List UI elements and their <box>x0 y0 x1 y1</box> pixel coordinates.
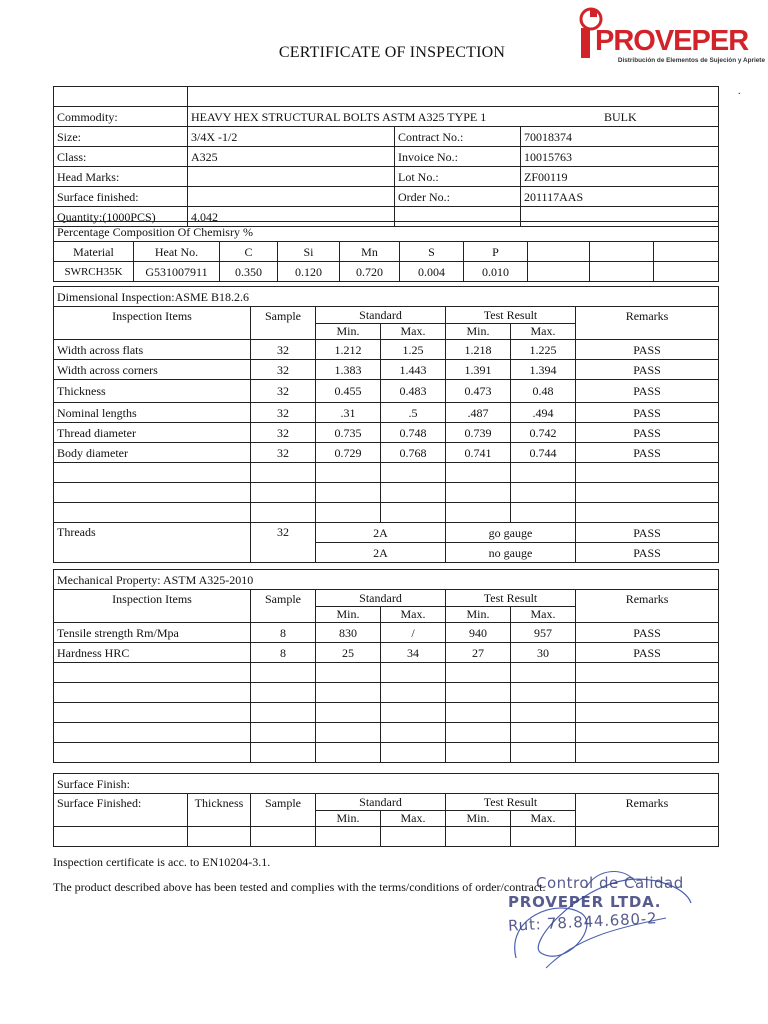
col-header: Surface Finished: <box>54 794 188 827</box>
class-label: Class: <box>54 147 188 167</box>
remark-cell: PASS <box>576 643 719 663</box>
company-logo <box>575 4 765 70</box>
col-header: Min. <box>316 811 381 827</box>
quality-stamp <box>486 858 718 978</box>
table-row <box>54 463 719 483</box>
col-header: Sample <box>251 590 316 623</box>
result-max-cell: 0.48 <box>511 380 576 403</box>
std-max-cell: 0.748 <box>381 423 446 443</box>
remark-cell: PASS <box>576 443 719 463</box>
col-header: Min. <box>316 324 381 340</box>
result-max-cell: 1.225 <box>511 340 576 360</box>
remark-cell: PASS <box>576 543 719 563</box>
col-header: Remarks <box>576 794 719 827</box>
result-min-cell: 0.473 <box>446 380 511 403</box>
chemistry-table <box>53 221 719 282</box>
chemistry-title: Percentage Composition Of Chemisry % <box>54 222 719 242</box>
sample-cell: 32 <box>251 340 316 360</box>
sample-cell: 32 <box>251 523 316 563</box>
certificate-note: Inspection certificate is acc. to EN10204-3.1. <box>53 855 271 869</box>
commodity-value: HEAVY HEX STRUCTURAL BOLTS ASTM A325 TYPE 1 <box>191 109 487 124</box>
std-max-cell: 0.768 <box>381 443 446 463</box>
sample-cell: 32 <box>251 423 316 443</box>
std-max-cell: 34 <box>381 643 446 663</box>
col-header: Max. <box>511 324 576 340</box>
table-row <box>54 423 719 443</box>
col-header: Max. <box>381 607 446 623</box>
table-row <box>54 87 719 107</box>
result-cell: go gauge <box>446 523 576 543</box>
order-value: 201117AAS <box>521 187 719 207</box>
surface-finished-label: Surface finished: <box>54 187 188 207</box>
invoice-value: 10015763 <box>521 147 719 167</box>
col-header: Inspection Items <box>54 307 251 340</box>
dimensional-title: Dimensional Inspection:ASME B18.2.6 <box>54 287 719 307</box>
std-min-cell: 1.383 <box>316 360 381 380</box>
sample-cell: 32 <box>251 403 316 423</box>
std-min-cell: .31 <box>316 403 381 423</box>
order-label: Order No.: <box>395 187 521 207</box>
col-header: Sample <box>251 307 316 340</box>
col-header: Test Result <box>446 794 576 811</box>
table-row <box>54 403 719 423</box>
chem-cell: 0.350 <box>220 262 278 282</box>
table-row <box>54 242 719 262</box>
commodity-extra: BULK <box>604 109 637 124</box>
item-name: Nominal lengths <box>54 403 251 423</box>
quantity-label: Quantity:(1000PCS) <box>54 207 188 227</box>
invoice-label: Invoice No.: <box>395 147 521 167</box>
chem-header: Si <box>278 242 340 262</box>
col-header: Sample <box>251 794 316 827</box>
table-row <box>54 703 719 723</box>
col-header: Standard <box>316 590 446 607</box>
remark-cell: PASS <box>576 423 719 443</box>
remark-cell: PASS <box>576 403 719 423</box>
result-max-cell: 0.742 <box>511 423 576 443</box>
col-header: Min. <box>446 607 511 623</box>
std-max-cell: / <box>381 623 446 643</box>
table-row <box>54 723 719 743</box>
result-min-cell: 0.739 <box>446 423 511 443</box>
sample-cell: 8 <box>251 643 316 663</box>
page-title: CERTIFICATE OF INSPECTION <box>278 44 506 61</box>
chem-header: C <box>220 242 278 262</box>
surface-finish-table <box>53 773 719 847</box>
mechanical-table <box>53 569 719 763</box>
col-header: Test Result <box>446 590 576 607</box>
result-max-cell: 30 <box>511 643 576 663</box>
corner-dot: . <box>738 86 741 97</box>
col-header: Max. <box>381 324 446 340</box>
std-cell: 2A <box>316 543 446 563</box>
col-header: Standard <box>316 794 446 811</box>
contract-value: 70018374 <box>521 127 719 147</box>
table-row <box>54 743 719 763</box>
chem-header: S <box>400 242 464 262</box>
result-min-cell: 940 <box>446 623 511 643</box>
dimensional-table <box>53 286 719 563</box>
std-min-cell: 25 <box>316 643 381 663</box>
result-cell: no gauge <box>446 543 576 563</box>
col-header: Min. <box>446 811 511 827</box>
item-name: Thread diameter <box>54 423 251 443</box>
remark-cell: PASS <box>576 340 719 360</box>
general-info-table <box>53 86 719 227</box>
remark-cell: PASS <box>576 380 719 403</box>
chem-cell: 0.004 <box>400 262 464 282</box>
sample-cell: 32 <box>251 360 316 380</box>
col-header: Min. <box>446 324 511 340</box>
col-header: Inspection Items <box>54 590 251 623</box>
std-cell: 2A <box>316 523 446 543</box>
col-header: Thickness <box>188 794 251 827</box>
item-name: Hardness HRC <box>54 643 251 663</box>
table-row <box>54 663 719 683</box>
result-max-cell: .494 <box>511 403 576 423</box>
stamp-line2: PROVEPER LTDA. <box>508 893 662 911</box>
item-name: Body diameter <box>54 443 251 463</box>
sample-cell: 32 <box>251 380 316 403</box>
table-row <box>54 147 719 167</box>
col-header: Remarks <box>576 590 719 623</box>
chem-header: Material <box>54 242 134 262</box>
sample-cell: 8 <box>251 623 316 643</box>
commodity-row <box>54 107 719 127</box>
table-row <box>54 167 719 187</box>
sample-cell: 32 <box>251 443 316 463</box>
col-header: Test Result <box>446 307 576 324</box>
item-name: Width across corners <box>54 360 251 380</box>
chem-cell: 0.120 <box>278 262 340 282</box>
chem-cell: 0.720 <box>340 262 400 282</box>
std-min-cell: 830 <box>316 623 381 643</box>
table-row <box>54 127 719 147</box>
table-row <box>54 683 719 703</box>
lot-label: Lot No.: <box>395 167 521 187</box>
remark-cell: PASS <box>576 623 719 643</box>
table-row <box>54 443 719 463</box>
chem-header: Mn <box>340 242 400 262</box>
compliance-statement: The product described above has been tested and complies with the terms/conditions of order/contract. <box>53 880 546 894</box>
class-value: A325 <box>188 147 395 167</box>
result-max-cell: 0.744 <box>511 443 576 463</box>
result-min-cell: 1.391 <box>446 360 511 380</box>
std-min-cell: 0.735 <box>316 423 381 443</box>
size-label: Size: <box>54 127 188 147</box>
result-min-cell: 27 <box>446 643 511 663</box>
commodity-label: Commodity: <box>54 107 188 127</box>
col-header: Remarks <box>576 307 719 340</box>
stamp-line3: Rut: 78.844.680-2 <box>507 909 658 935</box>
std-max-cell: 1.443 <box>381 360 446 380</box>
std-max-cell: .5 <box>381 403 446 423</box>
chem-header: P <box>464 242 528 262</box>
item-name: Tensile strength Rm/Mpa <box>54 623 251 643</box>
col-header: Min. <box>316 607 381 623</box>
chem-cell: G531007911 <box>134 262 220 282</box>
std-max-cell: 0.483 <box>381 380 446 403</box>
quantity-value: 4.042 <box>188 207 395 227</box>
std-max-cell: 1.25 <box>381 340 446 360</box>
item-name: Width across flats <box>54 340 251 360</box>
logo-text: PROVEPER <box>595 25 749 57</box>
logo-tagline: Distribución de Elementos de Sujeción y Apriete <box>617 57 765 64</box>
table-row <box>54 623 719 643</box>
std-min-cell: 0.455 <box>316 380 381 403</box>
contract-label: Contract No.: <box>395 127 521 147</box>
col-header: Max. <box>381 811 446 827</box>
result-min-cell: .487 <box>446 403 511 423</box>
stamp-line1: Control de Calidad <box>536 874 684 892</box>
col-header: Max. <box>511 811 576 827</box>
mechanical-title: Mechanical Property: ASTM A325-2010 <box>54 570 719 590</box>
table-row <box>54 483 719 503</box>
table-row <box>54 503 719 523</box>
std-min-cell: 0.729 <box>316 443 381 463</box>
result-min-cell: 1.218 <box>446 340 511 360</box>
table-row <box>54 827 719 847</box>
table-row <box>54 187 719 207</box>
table-row <box>54 380 719 403</box>
item-name: Thickness <box>54 380 251 403</box>
col-header: Standard <box>316 307 446 324</box>
chem-header: Heat No. <box>134 242 220 262</box>
lot-value: ZF00119 <box>521 167 719 187</box>
table-row <box>54 643 719 663</box>
table-row <box>54 360 719 380</box>
table-row <box>54 262 719 282</box>
result-max-cell: 957 <box>511 623 576 643</box>
chem-cell: 0.010 <box>464 262 528 282</box>
remark-cell: PASS <box>576 523 719 543</box>
size-value: 3/4X -1/2 <box>188 127 395 147</box>
std-min-cell: 1.212 <box>316 340 381 360</box>
result-min-cell: 0.741 <box>446 443 511 463</box>
threads-row <box>54 523 719 543</box>
chem-cell: SWRCH35K <box>54 262 134 282</box>
head-marks-label: Head Marks: <box>54 167 188 187</box>
remark-cell: PASS <box>576 360 719 380</box>
result-max-cell: 1.394 <box>511 360 576 380</box>
item-name: Threads <box>54 523 251 563</box>
surface-title: Surface Finish: <box>54 774 719 794</box>
table-row <box>54 340 719 360</box>
col-header: Max. <box>511 607 576 623</box>
